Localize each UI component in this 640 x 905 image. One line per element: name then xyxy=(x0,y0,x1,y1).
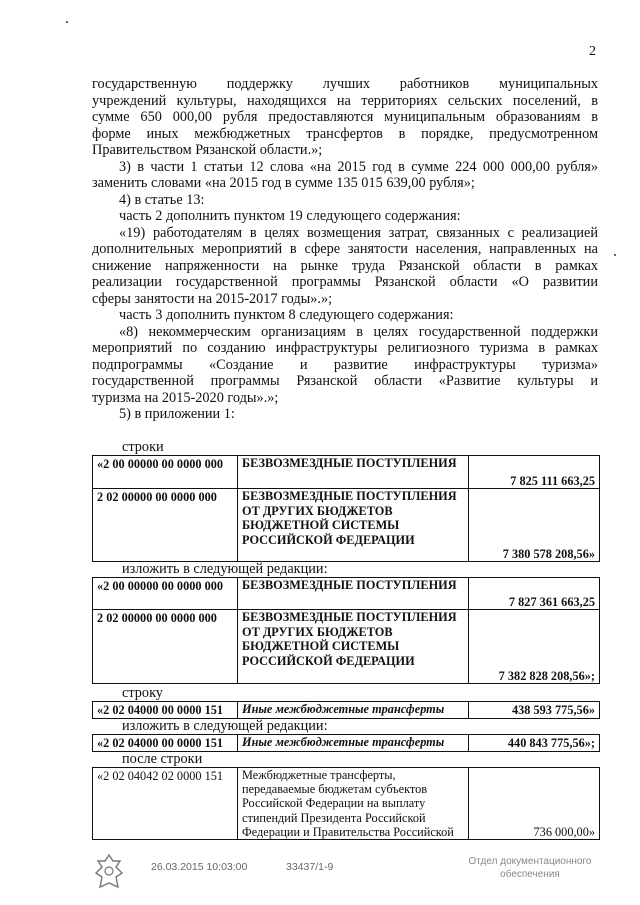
text-line: реализации государственной программы Рязанской области «О развитии xyxy=(92,274,598,290)
text-line: 3) в части 1 статьи 12 слова «на 2015 год в сумме 224 000 000,00 рубля» xyxy=(119,158,598,175)
scan-speck xyxy=(66,21,68,23)
table-row: 2 02 00000 00 0000 000 БЕЗВОЗМЕЗДНЫЕ ПОСТУПЛЕНИЯ ОТ ДРУГИХ БЮДЖЕТОВ БЮДЖЕТНОЙ СИСТЕМЫ РОССИЙСКОЙ ФЕДЕРАЦИИ 7 380 578 208,56» xyxy=(93,489,600,562)
footer-datetime: 26.03.2015 10:03:00 xyxy=(151,861,248,873)
page-number: 2 xyxy=(589,44,596,59)
table-row: «2 02 04000 00 0000 151 Иные межбюджетные трансферты 440 843 775,56»; xyxy=(93,735,600,752)
text-line: часть 2 дополнить пунктом 19 следующего содержания: xyxy=(119,208,461,224)
caption-posle-stroki: после строки xyxy=(122,751,203,767)
text-line: туризма на 2015-2020 годы».»; xyxy=(92,389,279,406)
text-line: государственную поддержку лучших работников муниципальных xyxy=(92,76,598,92)
table-row: 2 02 00000 00 0000 000 БЕЗВОЗМЕЗДНЫЕ ПОСТУПЛЕНИЯ ОТ ДРУГИХ БЮДЖЕТОВ БЮДЖЕТНОЙ СИСТЕМЫ РОССИЙСКОЙ ФЕДЕРАЦИИ 7 382 828 208,56»; xyxy=(93,610,600,684)
table-row: «2 02 04042 02 0000 151 Межбюджетные трансферты, передаваемые бюджетам субъектов Российской Федерации на выплату стипендий Президента Российской Федерации и Правительства Российской 736 000,00» xyxy=(93,768,600,840)
text-line: Правительством Рязанской области.»; xyxy=(92,142,323,158)
text-line: часть 3 дополнить пунктом 8 следующего содержания: xyxy=(119,307,454,323)
text-line: форме иных межбюджетных трансфертов в порядке, предусмотренном xyxy=(92,125,598,142)
caption-izlozhit-2: изложить в следующей редакции: xyxy=(122,718,328,734)
text-line: снижение напряженности на рынке труда Рязанской области в рамках xyxy=(92,257,598,274)
text-line: 5) в приложении 1: xyxy=(119,406,235,422)
table-row: «2 00 00000 00 0000 000 БЕЗВОЗМЕЗДНЫЕ ПОСТУПЛЕНИЯ 7 827 361 663,25 xyxy=(93,578,600,610)
caption-izlozhit-1: изложить в следующей редакции: xyxy=(122,561,328,577)
table-row-after-which xyxy=(92,767,600,840)
text-line: дополнительных мероприятий в сфере занятости населения, направленных на xyxy=(92,241,598,257)
text-line: мероприятий по созданию инфраструктуры религиозного туризма в рамках xyxy=(92,340,598,356)
footer-doc-number: 33437/1-9 xyxy=(286,861,334,873)
text-line: сумме 650 000,00 рубля предоставляются муниципальным образованиям в xyxy=(92,109,598,125)
caption-stroki: строки xyxy=(122,439,164,455)
text-line: учреждений культуры, находящихся на территориях сельских поселений, в xyxy=(92,92,598,109)
table-row: «2 02 04000 00 0000 151 Иные межбюджетные трансферты 438 593 775,56» xyxy=(93,702,600,719)
text-line: «8) некоммерческим организациям в целях государственной поддержки xyxy=(119,323,598,340)
text-line: заменить словами «на 2015 год в сумме 135 015 639,00 рубля»; xyxy=(92,175,475,191)
text-line: сферы занятости на 2015-2017 годы».»; xyxy=(92,290,333,307)
body-text xyxy=(92,76,598,423)
table-row: «2 00 00000 00 0000 000 БЕЗВОЗМЕЗДНЫЕ ПОСТУПЛЕНИЯ 7 825 111 663,25 xyxy=(93,456,600,489)
text-line: 4) в статье 13: xyxy=(119,191,205,208)
text-line: государственной программы Рязанской области «Развитие культуры и xyxy=(92,373,598,389)
text-line: подпрограммы «Создание и развитие инфраструктуры туризма» xyxy=(92,356,598,373)
table-row-before-2 xyxy=(92,701,600,719)
coat-of-arms-icon xyxy=(92,853,126,891)
table-row-after-2 xyxy=(92,734,600,752)
table-rows-before-1 xyxy=(92,455,600,562)
scan-speck xyxy=(614,254,616,256)
caption-stroku: строку xyxy=(122,685,163,701)
department-stamp: Отдел документационного обеспечения xyxy=(468,856,592,880)
table-rows-after-1 xyxy=(92,577,600,684)
text-line: «19) работодателям в целях возмещения затрат, связанных с реализацией xyxy=(119,224,598,241)
